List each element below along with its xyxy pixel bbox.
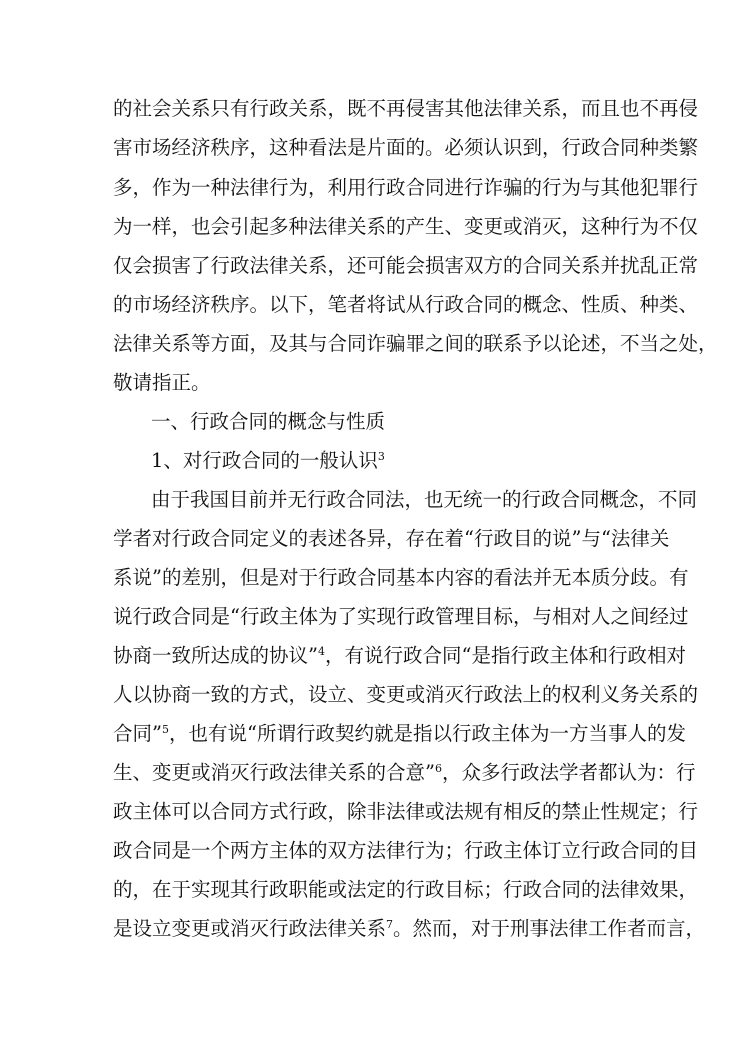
- paragraph-line: 系说”的差别，但是对于行政合同基本内容的看法并无本质分歧。有: [113, 566, 689, 589]
- subsection-heading-text: 1、对行政合同的一般认识: [151, 449, 378, 472]
- paragraph-line: 人以协商一致的方式，设立、变更或消灭行政法上的权利义务关系的: [113, 683, 699, 706]
- paragraph-text: ，有说行政合同“是指行政主体和行政相对: [324, 644, 686, 667]
- footnote-marker[interactable]: 3: [377, 450, 385, 463]
- paragraph-line: 法律关系等方面，及其与合同诈骗罪之间的联系予以论述，不当之处，: [113, 332, 718, 355]
- paragraph-line: 害市场经济秩序，这种看法是片面的。必须认识到，行政合同种类繁: [113, 136, 699, 159]
- footnote-marker[interactable]: 4: [317, 645, 325, 658]
- paragraph-line: 仅会损害了行政法律关系，还可能会损害双方的合同关系并扰乱正常: [113, 254, 699, 277]
- section-heading: 一、行政合同的概念与性质: [151, 410, 386, 433]
- paragraph-text: 。然而，对于刑事法律工作者而言，: [393, 917, 706, 940]
- paragraph-text: 合同”: [113, 722, 162, 745]
- paragraph-line: 政主体可以合同方式行政，除非法律或法规有相反的禁止性规定；行: [113, 800, 699, 823]
- footnote-marker[interactable]: 7: [386, 918, 394, 931]
- paragraph-line: 说行政合同是“行政主体为了实现行政管理目标，与相对人之间经过: [113, 605, 689, 628]
- paragraph-text: 协商一致所达成的协议”: [113, 644, 318, 667]
- paragraph-line: 为一样，也会引起多种法律关系的产生、变更或消灭，这种行为不仅: [113, 215, 699, 238]
- paragraph-line: 的市场经济秩序。以下，笔者将试从行政合同的概念、性质、种类、: [113, 293, 699, 316]
- paragraph-line: 的，在于实现其行政职能或法定的行政目标；行政合同的法律效果，: [113, 878, 699, 901]
- paragraph-text: 是设立变更或消灭行政法律关系: [113, 917, 387, 940]
- paragraph-line: 敬请指正。: [113, 371, 211, 394]
- paragraph-text: 生、变更或消灭行政法律关系的合意”: [113, 761, 435, 784]
- paragraph-line: 政合同是一个两方主体的双方法律行为；行政主体订立行政合同的目: [113, 839, 699, 862]
- paragraph-line: 多，作为一种法律行为，利用行政合同进行诈骗的行为与其他犯罪行: [113, 176, 699, 199]
- paragraph-line: [113, 721, 686, 747]
- footnote-marker[interactable]: 5: [161, 723, 169, 736]
- paragraph-line: [113, 760, 696, 786]
- paragraph-text: ，也有说“所谓行政契约就是指以行政主体为一方当事人的发: [168, 722, 686, 745]
- paragraph-line: 学者对行政合同定义的表述各异，存在着“行政目的说”与“法律关: [113, 527, 670, 550]
- paragraph-line: 的社会关系只有行政关系，既不再侵害其他法律关系，而且也不再侵: [113, 97, 699, 120]
- paragraph-line: [113, 916, 706, 942]
- subsection-heading: [151, 448, 671, 474]
- paragraph-text: ，众多行政法学者都认为：行: [441, 761, 696, 784]
- paragraph-line: [113, 643, 686, 669]
- paragraph-line: 由于我国目前并无行政合同法，也无统一的行政合同概念，不同: [151, 488, 698, 511]
- footnote-marker[interactable]: 6: [434, 762, 442, 775]
